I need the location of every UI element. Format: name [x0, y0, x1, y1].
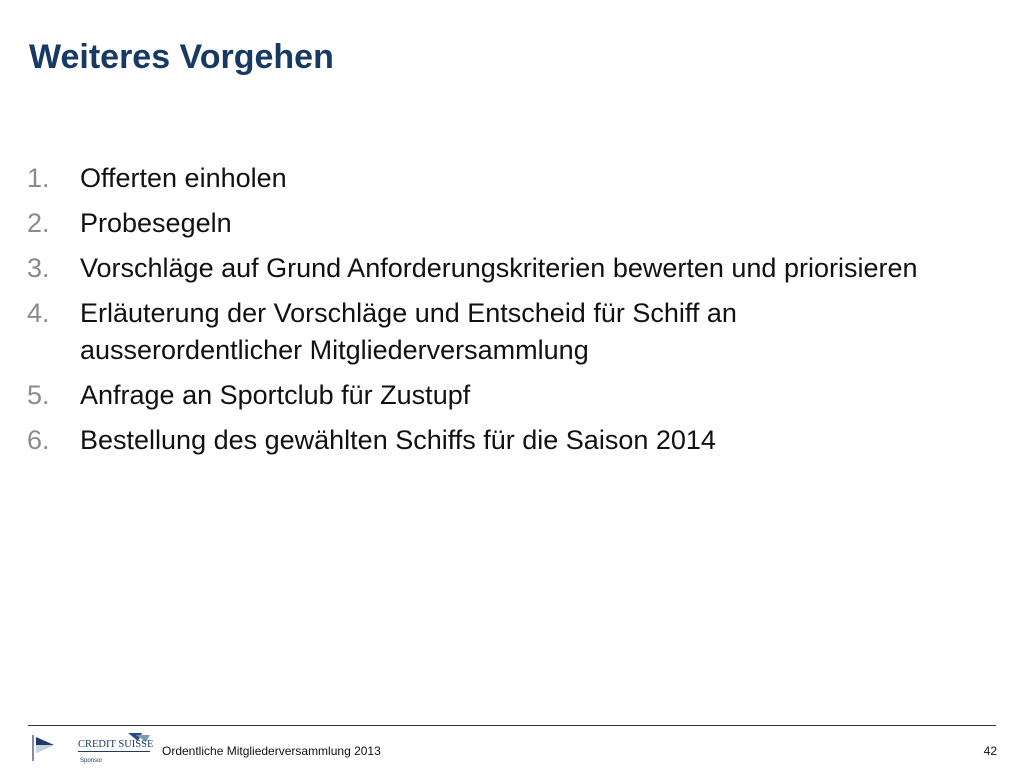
logo-tagline-text: Sponsor — [80, 758, 103, 764]
page-number: 42 — [983, 744, 997, 758]
list-item-text: Anfrage an Sportclub für Zustupf — [80, 380, 471, 410]
list-item-text: Erläuterung der Vorschläge und Entscheid für Schiff an ausserordentlicher Mitgliederversammlung — [80, 298, 737, 365]
list-item-number: 2. — [27, 208, 50, 238]
list-item-number: 5. — [27, 380, 50, 410]
logo-underline — [78, 751, 150, 752]
list-item-number: 1. — [27, 163, 50, 193]
list-item-text: Offerten einholen — [80, 163, 287, 193]
list-item-text: Probesegeln — [80, 208, 232, 238]
slide-title: Weiteres Vorgehen — [29, 38, 334, 76]
list-item — [27, 295, 927, 369]
steps-list — [27, 160, 927, 467]
credit-suisse-sponsor-logo — [30, 731, 155, 765]
list-item-number: 3. — [27, 253, 50, 283]
list-item — [27, 422, 927, 459]
list-item-text: Bestellung des gewählten Schiffs für die Saison 2014 — [80, 425, 716, 455]
list-item — [27, 160, 927, 197]
footer-divider — [28, 725, 996, 726]
logo-mast — [32, 735, 34, 761]
logo-brand-text: CREDIT SUISSE — [78, 739, 154, 750]
list-item — [27, 377, 927, 414]
list-item-number: 4. — [27, 298, 50, 328]
list-item — [27, 205, 927, 242]
list-item — [27, 250, 927, 287]
list-item-number: 6. — [27, 425, 50, 455]
list-item-text: Vorschläge auf Grund Anforderungskriterien bewerten und priorisieren — [80, 253, 918, 283]
logo-pennant-shade — [36, 745, 54, 753]
footer-event-name: Ordentliche Mitgliederversammlung 2013 — [162, 744, 381, 758]
